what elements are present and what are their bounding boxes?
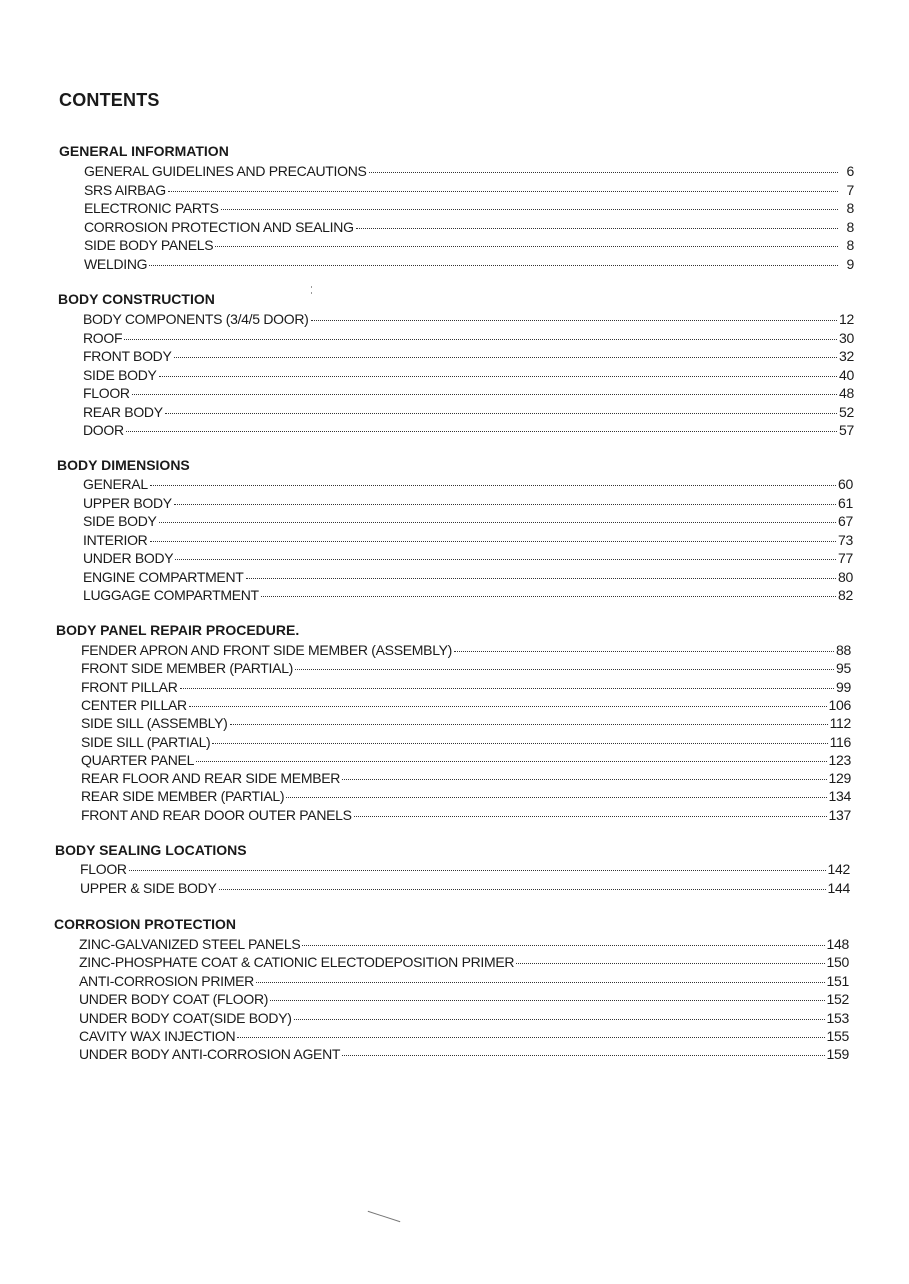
toc-entry-page-number: 30 <box>839 329 854 346</box>
dot-leader <box>311 320 838 321</box>
toc-entry-label: FRONT AND REAR DOOR OUTER PANELS <box>81 806 352 823</box>
toc-entry-page-number: 82 <box>838 587 853 603</box>
scan-speck <box>311 292 312 294</box>
dot-leader <box>126 431 837 432</box>
toc-entry-label: SRS AIRBAG <box>84 181 166 198</box>
dot-leader <box>342 1055 824 1056</box>
toc-entry-page-number: 67 <box>838 513 853 529</box>
toc-entry-label: FENDER APRON AND FRONT SIDE MEMBER (ASSEMBLY) <box>81 642 453 658</box>
page-title: CONTENTS <box>59 90 160 110</box>
toc-entry-page-number: 142 <box>827 861 850 877</box>
dot-leader <box>174 357 837 358</box>
toc-entry-label: ZINC-PHOSPHATE COAT & CATIONIC ELECTODEPOSITION PRIMER <box>79 954 515 971</box>
toc-entry-label: FRONT BODY <box>83 348 172 364</box>
toc-entry-label: REAR FLOOR AND REAR SIDE MEMBER <box>81 770 341 787</box>
scan-speck <box>311 286 312 288</box>
toc-entry <box>83 475 853 493</box>
dot-leader <box>270 1000 824 1001</box>
toc-entry-label: ELECTRONIC PARTS <box>84 200 219 217</box>
toc-entry-label: FRONT PILLAR <box>81 678 178 695</box>
toc-entry-page-number: 155 <box>826 1028 849 1044</box>
dot-leader <box>150 485 836 486</box>
toc-entry <box>81 678 851 696</box>
toc-entry <box>80 879 850 897</box>
toc-entry <box>83 421 854 439</box>
toc-entry-page-number: 8 <box>846 237 854 254</box>
toc-entry <box>83 403 854 421</box>
toc-entry-label: ROOF <box>83 329 123 346</box>
toc-entry-label: UNDER BODY ANTI-CORROSION AGENT <box>79 1046 341 1063</box>
section-heading: CORROSION PROTECTION <box>54 916 237 932</box>
toc-entry-label: SIDE BODY <box>83 513 157 529</box>
toc-entry <box>83 568 853 586</box>
toc-entry-label: QUARTER PANEL <box>81 751 195 768</box>
dot-leader <box>159 376 837 377</box>
toc-entry <box>84 236 854 254</box>
toc-entry <box>83 366 854 384</box>
dot-leader <box>221 209 838 210</box>
toc-entry-label: DOOR <box>83 422 124 438</box>
dot-leader <box>237 1037 824 1038</box>
dot-leader <box>294 1019 825 1020</box>
section-heading: BODY SEALING LOCATIONS <box>55 842 247 858</box>
dot-leader <box>302 945 824 946</box>
toc-entry-page-number: 137 <box>828 806 851 823</box>
toc-entry-page-number: 123 <box>828 751 851 768</box>
toc-entry-page-number: 159 <box>826 1046 849 1063</box>
toc-entry <box>83 531 853 549</box>
section-heading: BODY DIMENSIONS <box>57 457 190 473</box>
dot-leader <box>150 541 837 542</box>
toc-entry <box>79 990 849 1008</box>
toc-entry-page-number: 150 <box>826 954 849 971</box>
dot-leader <box>369 172 838 173</box>
toc-entry <box>81 787 851 805</box>
toc-entry <box>80 860 850 878</box>
toc-entry-label: GENERAL GUIDELINES AND PRECAUTIONS <box>84 163 367 179</box>
dot-leader <box>215 246 838 247</box>
toc-entry-page-number: 106 <box>828 696 851 713</box>
toc-entry-page-number: 12 <box>839 311 854 327</box>
toc-entry-label: SIDE BODY <box>83 366 157 383</box>
toc-entry-label: UPPER BODY <box>83 494 172 511</box>
dot-leader <box>165 413 837 414</box>
dot-leader <box>129 870 826 871</box>
toc-entry-page-number: 7 <box>846 181 854 198</box>
dot-leader <box>175 559 836 560</box>
toc-entry-page-number: 77 <box>838 550 853 566</box>
toc-entry-page-number: 95 <box>836 660 851 677</box>
toc-entry-label: ENGINE COMPARTMENT <box>83 568 244 585</box>
dot-leader <box>124 339 837 340</box>
toc-entry-label: BODY COMPONENTS (3/4/5 DOOR) <box>83 311 309 327</box>
toc-entry-label: UNDER BODY COAT (FLOOR) <box>79 991 269 1008</box>
toc-entry-label: REAR BODY <box>83 403 163 420</box>
toc-entry <box>81 696 851 714</box>
toc-entry-page-number: 48 <box>839 385 854 401</box>
toc-entry <box>79 953 849 971</box>
dot-leader <box>230 724 828 725</box>
toc-entry-label: SIDE SILL (PARTIAL) <box>81 733 211 750</box>
toc-entry-page-number: 8 <box>846 200 854 217</box>
toc-entry-label: INTERIOR <box>83 531 148 548</box>
toc-entry <box>81 769 851 787</box>
toc-entry <box>79 972 849 990</box>
toc-entry-page-number: 9 <box>846 256 854 272</box>
toc-entry-page-number: 6 <box>846 163 854 179</box>
toc-entry <box>84 181 854 199</box>
toc-entry <box>83 310 854 328</box>
toc-entry <box>83 384 854 402</box>
section-heading: GENERAL INFORMATION <box>59 143 229 159</box>
toc-entry-label: CAVITY WAX INJECTION <box>79 1028 236 1044</box>
toc-entry-label: UNDER BODY COAT(SIDE BODY) <box>79 1009 292 1026</box>
toc-entry-page-number: 134 <box>828 788 851 805</box>
toc-entry-page-number: 60 <box>838 476 853 492</box>
toc-entry-page-number: 129 <box>828 770 851 787</box>
dot-leader <box>159 522 836 523</box>
dot-leader <box>286 797 826 798</box>
dot-leader <box>196 761 826 762</box>
dot-leader <box>354 816 827 817</box>
toc-entry-page-number: 99 <box>836 678 851 695</box>
toc-entry-page-number: 61 <box>838 494 853 511</box>
dot-leader <box>342 779 826 780</box>
toc-entry <box>81 733 851 751</box>
toc-entry-label: SIDE SILL (ASSEMBLY) <box>81 715 228 732</box>
toc-entry <box>79 935 849 953</box>
toc-entry-label: SIDE BODY PANELS <box>84 237 214 254</box>
toc-entry-page-number: 8 <box>846 218 854 235</box>
toc-entry-label: FRONT SIDE MEMBER (PARTIAL) <box>81 660 294 677</box>
toc-entry-page-number: 40 <box>839 366 854 383</box>
toc-entry-label: ZINC-GALVANIZED STEEL PANELS <box>79 936 301 952</box>
section-heading: BODY PANEL REPAIR PROCEDURE. <box>56 622 300 638</box>
toc-entry-page-number: 144 <box>827 879 850 896</box>
toc-entry <box>81 714 851 732</box>
toc-entry-page-number: 32 <box>839 348 854 364</box>
toc-entry <box>81 806 851 824</box>
toc-entry <box>81 659 851 677</box>
toc-entry-label: UNDER BODY <box>83 550 174 566</box>
toc-entry <box>84 162 854 180</box>
section-heading: BODY CONSTRUCTION <box>58 291 215 307</box>
dot-leader <box>454 651 834 652</box>
toc-entry-label: UPPER & SIDE BODY <box>80 879 217 896</box>
dot-leader <box>189 706 827 707</box>
toc-entry <box>83 329 854 347</box>
toc-entry <box>84 255 854 273</box>
toc-entry <box>79 1045 849 1063</box>
toc-entry-page-number: 151 <box>826 972 849 989</box>
toc-entry-page-number: 116 <box>829 733 851 750</box>
dot-leader <box>261 596 836 597</box>
toc-entry-page-number: 80 <box>838 568 853 585</box>
toc-entry <box>79 1009 849 1027</box>
dot-leader <box>132 394 837 395</box>
toc-entry-label: WELDING <box>84 256 148 272</box>
toc-entry-label: LUGGAGE COMPARTMENT <box>83 587 259 603</box>
toc-entry-label: CENTER PILLAR <box>81 696 187 713</box>
dot-leader <box>295 669 834 670</box>
toc-entry <box>83 549 853 567</box>
dot-leader <box>516 963 824 964</box>
dot-leader <box>246 578 836 579</box>
toc-entry-page-number: 112 <box>829 715 851 732</box>
dot-leader <box>174 504 836 505</box>
toc-entry-label: ANTI-CORROSION PRIMER <box>79 972 254 989</box>
toc-entry <box>83 347 854 365</box>
toc-entry-page-number: 153 <box>826 1009 849 1026</box>
dot-leader <box>212 743 827 744</box>
toc-entry-label: GENERAL <box>83 476 148 492</box>
toc-entry-label: FLOOR <box>83 385 130 401</box>
toc-entry <box>83 512 853 530</box>
dot-leader <box>356 228 838 229</box>
toc-entry <box>83 494 853 512</box>
toc-entry-page-number: 73 <box>838 531 853 548</box>
toc-entry <box>83 586 853 604</box>
toc-entry-page-number: 88 <box>836 642 851 658</box>
toc-entry <box>81 641 851 659</box>
toc-entry <box>79 1027 849 1045</box>
toc-entry-page-number: 152 <box>826 991 849 1008</box>
scan-mark <box>368 1211 401 1222</box>
toc-entry <box>81 751 851 769</box>
toc-entry-page-number: 52 <box>839 403 854 420</box>
toc-entry-page-number: 148 <box>826 936 849 952</box>
dot-leader <box>256 982 825 983</box>
toc-entry <box>84 199 854 217</box>
dot-leader <box>149 265 838 266</box>
dot-leader <box>168 191 838 192</box>
dot-leader <box>180 688 835 689</box>
toc-entry-page-number: 57 <box>839 422 854 438</box>
toc-entry-label: FLOOR <box>80 861 127 877</box>
toc-entry-label: CORROSION PROTECTION AND SEALING <box>84 218 354 235</box>
toc-entry-label: REAR SIDE MEMBER (PARTIAL) <box>81 788 285 805</box>
dot-leader <box>219 889 826 890</box>
toc-entry <box>84 218 854 236</box>
